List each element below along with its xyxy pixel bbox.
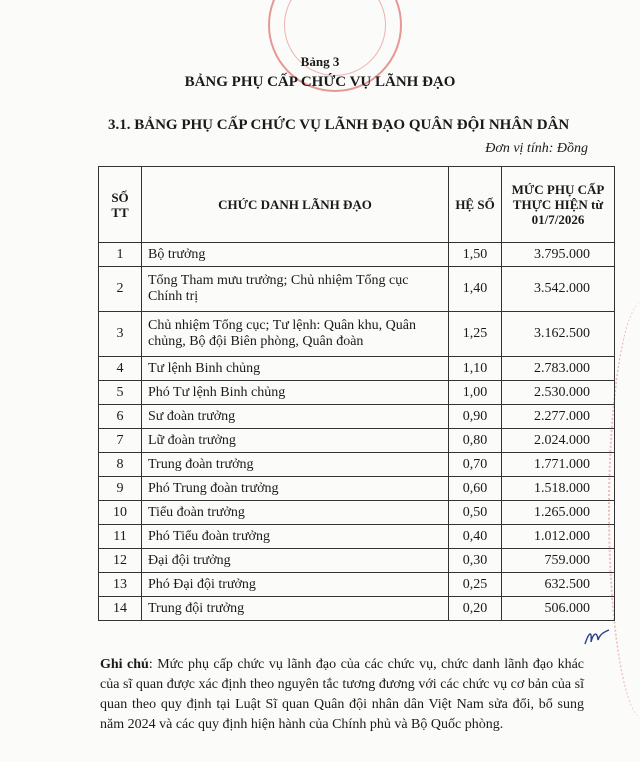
cell-stt: 5: [99, 381, 142, 405]
cell-coef: 0,20: [449, 597, 502, 621]
cell-amount: 1.518.000: [502, 477, 615, 501]
table-row: [99, 597, 615, 621]
table-header-row: [99, 167, 615, 243]
cell-stt: 14: [99, 597, 142, 621]
cell-title: Trung đội trưởng: [142, 597, 449, 621]
cell-title: Phó Tiểu đoàn trưởng: [142, 525, 449, 549]
cell-coef: 0,25: [449, 573, 502, 597]
cell-title: Tư lệnh Binh chủng: [142, 357, 449, 381]
page-title: BẢNG PHỤ CẤP CHỨC VỤ LÃNH ĐẠO: [184, 74, 456, 90]
cell-amount: 2.530.000: [502, 381, 615, 405]
cell-coef: 1,50: [449, 243, 502, 267]
cell-coef: 0,90: [449, 405, 502, 429]
table-row: [99, 549, 615, 573]
signature-mark: [583, 626, 611, 648]
cell-amount: 1.012.000: [502, 525, 615, 549]
header-amount: MỨC PHỤ CẤP THỰC HIỆN từ 01/7/2026: [502, 167, 615, 243]
cell-coef: 0,80: [449, 429, 502, 453]
table-row: [99, 453, 615, 477]
cell-amount: 3.542.000: [502, 267, 615, 312]
table-number: Bảng 3: [300, 54, 340, 69]
cell-amount: 506.000: [502, 597, 615, 621]
cell-stt: 7: [99, 429, 142, 453]
cell-title: Tiểu đoàn trưởng: [142, 501, 449, 525]
cell-title: Lữ đoàn trưởng: [142, 429, 449, 453]
cell-amount: 759.000: [502, 549, 615, 573]
cell-stt: 2: [99, 267, 142, 312]
table-row: [99, 501, 615, 525]
table-row: [99, 267, 615, 312]
cell-stt: 4: [99, 357, 142, 381]
cell-amount: 2.783.000: [502, 357, 615, 381]
cell-amount: 1.771.000: [502, 453, 615, 477]
cell-amount: 632.500: [502, 573, 615, 597]
table-row: [99, 573, 615, 597]
cell-stt: 10: [99, 501, 142, 525]
cell-stt: 1: [99, 243, 142, 267]
cell-stt: 13: [99, 573, 142, 597]
header-stt: SỐ TT: [99, 167, 142, 243]
footnote-label: Ghi chú: [100, 657, 149, 672]
cell-coef: 1,00: [449, 381, 502, 405]
table-row: [99, 357, 615, 381]
cell-title: Trung đoàn trưởng: [142, 453, 449, 477]
table-row: [99, 477, 615, 501]
table-row: [99, 405, 615, 429]
cell-amount: 3.795.000: [502, 243, 615, 267]
cell-coef: 1,10: [449, 357, 502, 381]
cell-coef: 0,50: [449, 501, 502, 525]
cell-title: Đại đội trưởng: [142, 549, 449, 573]
table-row: [99, 312, 615, 357]
cell-title: Tổng Tham mưu trưởng; Chủ nhiệm Tổng cục Chính trị: [142, 267, 449, 312]
cell-title: Chủ nhiệm Tổng cục; Tư lệnh: Quân khu, Quân chủng, Bộ đội Biên phòng, Quân đoàn: [142, 312, 449, 357]
table-row: [99, 525, 615, 549]
cell-coef: 0,70: [449, 453, 502, 477]
cell-stt: 12: [99, 549, 142, 573]
header-coef: HỆ SỐ: [449, 167, 502, 243]
cell-coef: 1,25: [449, 312, 502, 357]
table-row: [99, 381, 615, 405]
table-row: [99, 429, 615, 453]
cell-stt: 3: [99, 312, 142, 357]
cell-coef: 0,30: [449, 549, 502, 573]
cell-amount: 2.024.000: [502, 429, 615, 453]
section-title: 3.1. BẢNG PHỤ CẤP CHỨC VỤ LÃNH ĐẠO QUÂN ĐỘI NHÂN DÂN: [108, 117, 570, 133]
allowance-table: [98, 166, 615, 621]
unit-label: Đơn vị tính: Đồng: [485, 141, 588, 156]
cell-title: Sư đoàn trưởng: [142, 405, 449, 429]
cell-amount: 2.277.000: [502, 405, 615, 429]
cell-stt: 9: [99, 477, 142, 501]
cell-title: Phó Đại đội trưởng: [142, 573, 449, 597]
cell-stt: 11: [99, 525, 142, 549]
cell-title: Phó Trung đoàn trưởng: [142, 477, 449, 501]
cell-stt: 6: [99, 405, 142, 429]
cell-amount: 3.162.500: [502, 312, 615, 357]
table-row: [99, 243, 615, 267]
footnote: [100, 655, 584, 735]
cell-coef: 1,40: [449, 267, 502, 312]
cell-stt: 8: [99, 453, 142, 477]
cell-coef: 0,60: [449, 477, 502, 501]
header-title: CHỨC DANH LÃNH ĐẠO: [142, 167, 449, 243]
cell-coef: 0,40: [449, 525, 502, 549]
footnote-text: : Mức phụ cấp chức vụ lãnh đạo của các chức vụ, chức danh lãnh đạo khác của sĩ quan được xác định theo nguyên tắc tương đương với các chức vụ cơ bản của sĩ quan theo quy định tại Luật Sĩ quan Quân đội nhân dân Việt Nam sửa đổi, bổ sung năm 2024 và các quy định hiện hành của Chính phủ và Bộ Quốc phòng.: [100, 657, 584, 732]
cell-title: Phó Tư lệnh Binh chủng: [142, 381, 449, 405]
cell-title: Bộ trưởng: [142, 243, 449, 267]
cell-amount: 1.265.000: [502, 501, 615, 525]
